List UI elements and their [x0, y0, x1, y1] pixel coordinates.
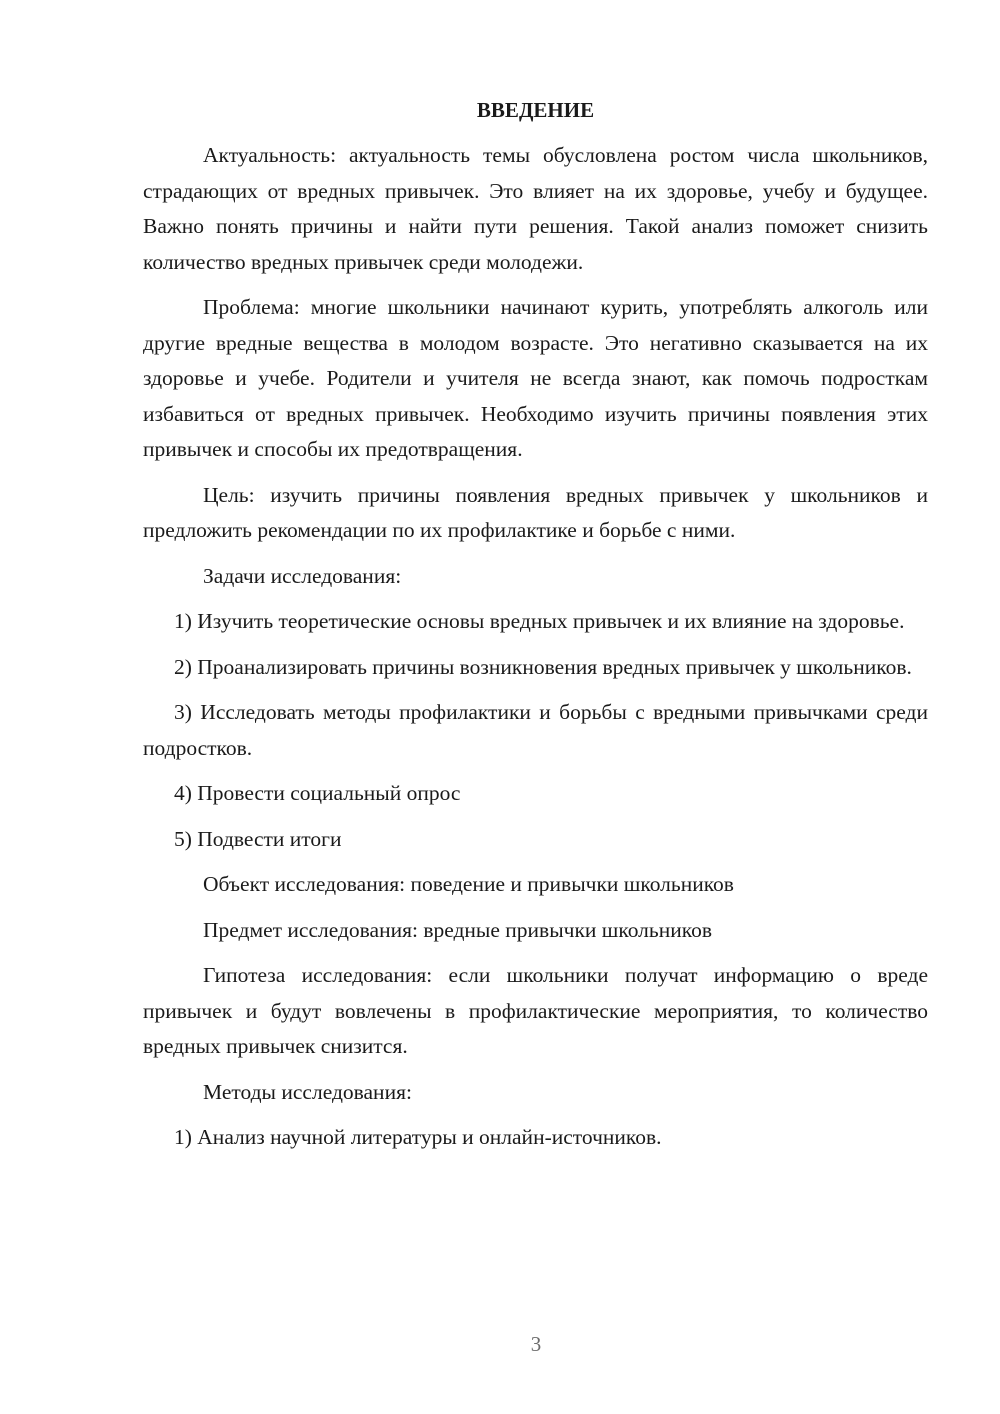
tasks-heading: Задачи исследования: — [203, 563, 402, 588]
subject-paragraph: Предмет исследования: вредные привычки школьников — [203, 917, 712, 942]
method-item-1: 1) Анализ научной литературы и онлайн-источников. — [174, 1125, 662, 1149]
hypothesis-paragraph: Гипотеза исследования: если школьники получат информацию о вреде привычек и будут вовлечены в профилактические мероприятия, то количество вредных привычек снизится. — [143, 963, 928, 1058]
page-content — [143, 96, 928, 1166]
task-item-5: 5) Подвести итоги — [174, 826, 342, 851]
methods-heading: Методы исследования: — [203, 1079, 412, 1104]
page-title: ВВЕДЕНИЕ — [476, 98, 595, 122]
object-paragraph: Объект исследования: поведение и привычки школьников — [203, 872, 734, 896]
goal-paragraph: Цель: изучить причины появления вредных привычек у школьников и предложить рекомендации по их профилактике и борьбе с ними. — [143, 482, 928, 542]
task-item-2: 2) Проанализировать причины возникновения вредных привычек у школьников. — [174, 654, 912, 679]
task-item-1: 1) Изучить теоретические основы вредных привычек и их влияние на здоровье. — [174, 609, 905, 633]
page-number: 3 — [530, 1332, 542, 1356]
task-item-3: 3) Исследовать методы профилактики и борьбы с вредными привычками среди подростков. — [143, 700, 928, 760]
problem-paragraph: Проблема: многие школьники начинают курить, употреблять алкоголь или другие вредные вещества в молодом возрасте. Это негативно сказывается на их здоровье и учебе. Родители и учителя не всегда знают, как помочь подросткам избавиться от вредных привычек. Необходимо изучить причины появления этих привычек и способы их предотвращения. — [143, 295, 928, 461]
relevance-paragraph: Актуальность: актуальность темы обусловлена ростом числа школьников, страдающих от вредных привычек. Это влияет на их здоровье, учебу и будущее. Важно понять причины и найти пути решения. Такой анализ поможет снизить количество вредных привычек среди молодежи. — [143, 143, 928, 274]
task-item-4: 4) Провести социальный опрос — [174, 781, 461, 805]
